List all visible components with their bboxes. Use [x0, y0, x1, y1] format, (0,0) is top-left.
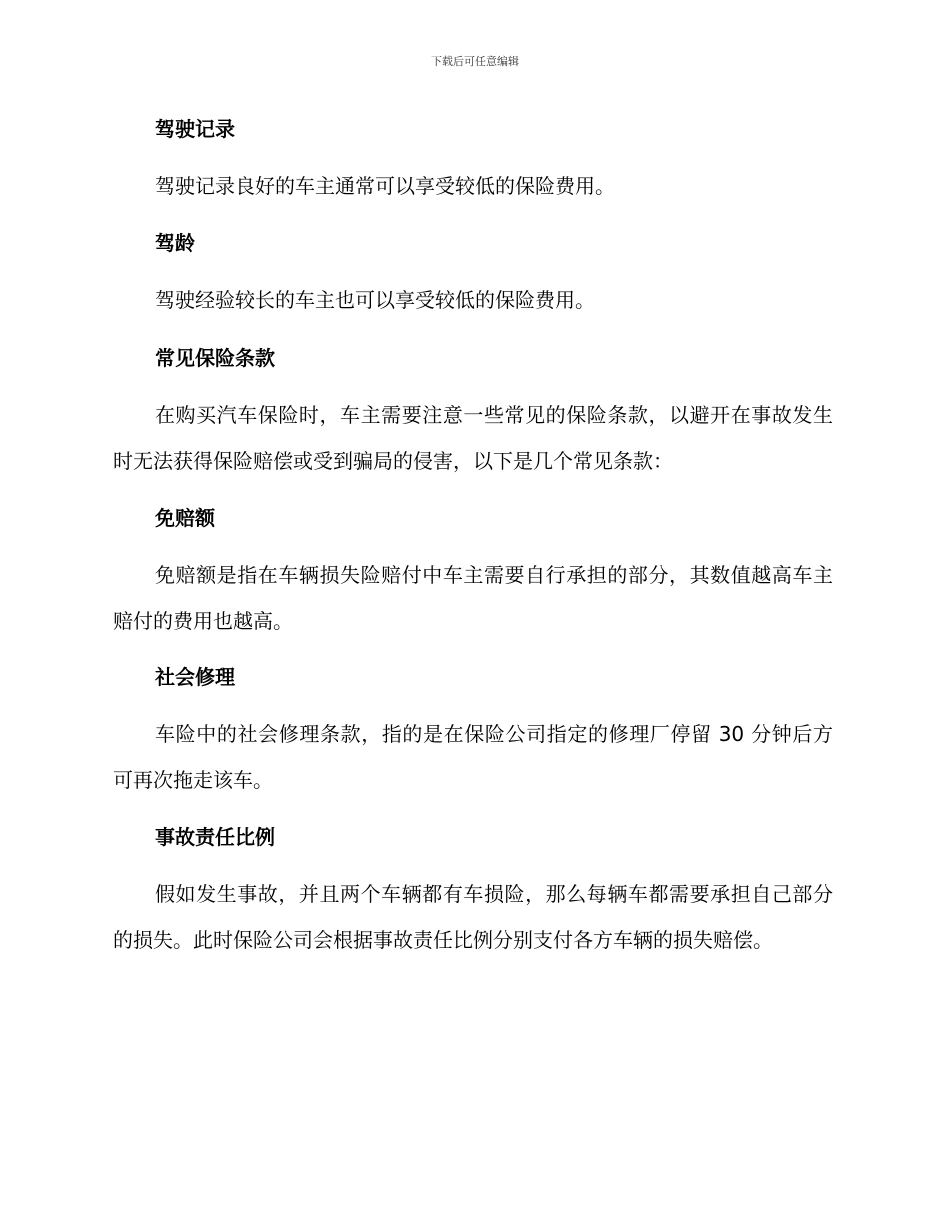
- section-paragraph-social-repair: 车险中的社会修理条款，指的是在保险公司指定的修理厂停留 30 分钟后方可再次拖走该车。: [113, 722, 833, 792]
- section-heading-driving-age: 驾龄: [155, 231, 195, 255]
- section-paragraph-common-clauses: 在购买汽车保险时，车主需要注意一些常见的保险条款，以避开在事故发生时无法获得保险赔偿或受到骗局的侵害，以下是几个常见条款：: [113, 403, 833, 473]
- section-heading-driving-record: 驾驶记录: [155, 117, 235, 141]
- section-paragraph-liability-ratio: 假如发生事故，并且两个车辆都有车损险，那么每辆车都需要承担自己部分的损失。此时保险公司会根据事故责任比例分别支付各方车辆的损失赔偿。: [113, 882, 833, 952]
- section-paragraph-deductible: 免赔额是指在车辆损失险赔付中车主需要自行承担的部分，其数值越高车主赔付的费用也越高。: [113, 563, 833, 633]
- section-heading-liability-ratio: 事故责任比例: [155, 825, 275, 849]
- section-heading-deductible: 免赔额: [155, 506, 215, 530]
- page-header: 下载后可任意编辑: [431, 55, 519, 68]
- section-paragraph-driving-record: 驾驶记录良好的车主通常可以享受较低的保险费用。: [155, 174, 615, 198]
- section-heading-common-clauses: 常见保险条款: [155, 346, 275, 370]
- section-heading-social-repair: 社会修理: [155, 665, 235, 689]
- section-paragraph-driving-age: 驾驶经验较长的车主也可以享受较低的保险费用。: [155, 288, 595, 312]
